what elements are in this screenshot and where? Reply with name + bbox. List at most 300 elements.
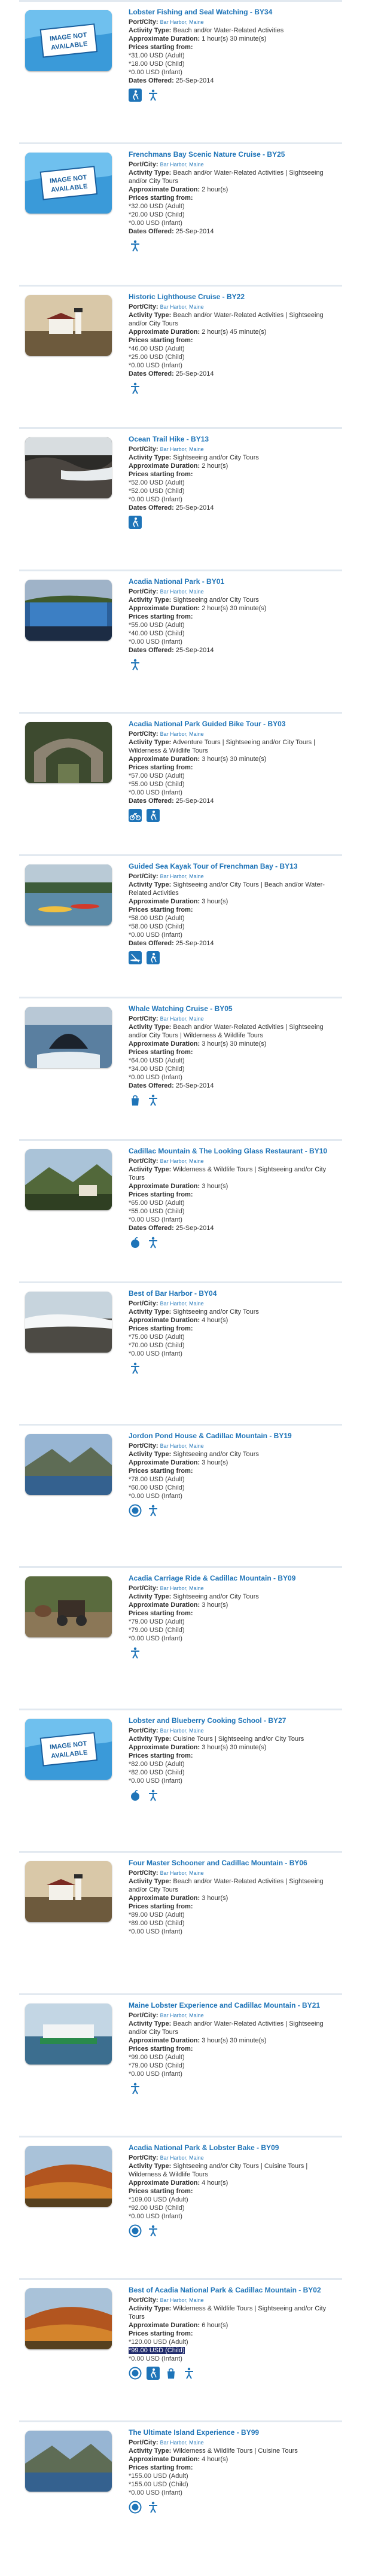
price-value: *0.00 USD (Infant) [129,1350,182,1357]
price-value: *82.00 USD (Adult) [129,1761,185,1768]
excursion-title-link[interactable]: Four Master Schooner and Cadillac Mountain - BY06 [129,1859,307,1867]
port-city [129,730,338,738]
excursion-thumbnail[interactable] [25,153,112,214]
excursion-photo [25,722,112,783]
kayak-icon [129,951,142,964]
prices-heading [129,1752,338,1760]
excursion-photo [25,864,112,925]
excursion-details [129,1289,338,1376]
price-line [129,1056,338,1065]
approximate-duration-label: Approximate Duration: [129,1744,200,1751]
prices-heading-label: Prices starting from: [129,44,193,51]
price-line [129,638,338,646]
approximate-duration-label: Approximate Duration: [129,2456,200,2463]
prices-heading [129,43,338,51]
price-line [129,2338,338,2346]
dates-offered-value: 25-Sep-2014 [175,77,214,84]
activity-type [129,2447,338,2455]
hiking-icon [147,2367,160,2380]
accessibility-icon [182,2367,196,2380]
activity-type [129,26,338,35]
excursion-title-link[interactable]: Frenchmans Bay Scenic Nature Cruise - BY25 [129,150,285,159]
dates-offered [129,504,338,512]
prices-heading-label: Prices starting from: [129,1467,193,1475]
price-line [129,1618,338,1626]
price-line [129,1350,338,1358]
excursion-title-link[interactable]: Acadia National Park Guided Bike Tour - BY03 [129,720,286,728]
price-value: *64.00 USD (Adult) [129,1057,185,1064]
port-city-label: Port/City: [129,2439,158,2446]
price-value: *79.00 USD (Child) [129,1627,185,1634]
excursion-icons [129,951,338,966]
prices-heading-label: Prices starting from: [129,764,193,771]
prices-heading [129,470,338,479]
price-value: *75.00 USD (Adult) [129,1333,185,1341]
excursion-icons [129,1646,338,1661]
dates-offered [129,646,338,654]
activity-type-value: Sightseeing and/or City Tours [173,1451,259,1458]
activity-type-label: Activity Type: [129,1451,172,1458]
price-line [129,780,338,788]
activity-type [129,453,338,462]
excursion-thumbnail[interactable] [25,2146,112,2207]
excursion-thumbnail[interactable] [25,2431,112,2492]
prices-heading [129,2330,338,2338]
excursion-details [129,577,338,672]
port-city-label: Port/City: [129,1300,158,1307]
activity-type-value: Beach and/or Water-Related Activities | Sightseeing and/or City Tours [129,1878,324,1893]
prices-heading-label: Prices starting from: [129,2188,193,2195]
accessibility-icon [147,1236,160,1249]
dates-offered-value: 25-Sep-2014 [175,1225,214,1232]
activity-type [129,2162,338,2179]
approximate-duration-value: 3 hour(s) [202,898,228,905]
excursion-thumbnail[interactable] [25,2003,112,2065]
hiking-icon [147,951,160,964]
price-value: *31.00 USD (Adult) [129,52,185,59]
activity-type [129,1735,338,1743]
price-line [129,361,338,370]
approximate-duration-label: Approximate Duration: [129,186,200,193]
approximate-duration-label: Approximate Duration: [129,605,200,612]
shopping-bag-icon [164,2367,178,2380]
prices-heading [129,2045,338,2053]
excursion-details [129,2143,338,2239]
excursion-details [129,1716,338,1803]
accessibility-icon [129,382,142,395]
price-line [129,621,338,629]
price-line [129,1760,338,1768]
price-value: *70.00 USD (Child) [129,1342,185,1349]
prices-heading-label: Prices starting from: [129,2464,193,2471]
excursion-thumbnail[interactable] [25,2288,112,2349]
excursion-item [19,997,342,1139]
excursion-title-link[interactable]: Acadia National Park & Lobster Bake - BY09 [129,2143,279,2152]
price-value: *0.00 USD (Infant) [129,789,182,796]
excursion-details [129,1574,338,1661]
excursion-thumbnail[interactable] [25,437,112,498]
excursion-thumbnail[interactable] [25,1861,112,1922]
port-city [129,445,338,453]
port-city-value: Bar Harbor, Maine [160,304,204,310]
price-line [129,1065,338,1073]
price-line [129,2480,338,2489]
price-value: *0.00 USD (Infant) [129,220,182,227]
price-line [129,495,338,504]
excursion-icons [129,2501,338,2515]
prices-heading-label: Prices starting from: [129,613,193,620]
dates-offered [129,370,338,378]
price-value: *58.00 USD (Adult) [129,915,185,922]
approximate-duration [129,1458,338,1467]
excursion-details [129,1432,338,1518]
activity-type-value: Wilderness & Wildlife Tours | Sightseeing and/or City Tours [129,1166,327,1182]
port-city-value: Bar Harbor, Maine [160,2297,204,2303]
port-city-value: Bar Harbor, Maine [160,1728,204,1734]
excursion-title-link[interactable]: Historic Lighthouse Cruise - BY22 [129,293,245,301]
activity-level-icon [129,2501,142,2514]
port-city-label: Port/City: [129,1015,158,1022]
excursion-thumbnail[interactable] [25,10,112,71]
dates-offered-value: 25-Sep-2014 [175,647,214,654]
price-value: *78.00 USD (Adult) [129,1476,185,1483]
activity-type-value: Sightseeing and/or City Tours [173,1308,259,1316]
prices-heading-label: Prices starting from: [129,906,193,914]
price-value: *25.00 USD (Child) [129,354,185,361]
prices-heading [129,1190,338,1199]
prices-heading-label: Prices starting from: [129,471,193,478]
price-value: *0.00 USD (Infant) [129,1074,182,1081]
dates-offered-value: 25-Sep-2014 [175,228,214,235]
dates-offered-label: Dates Offered: [129,797,174,805]
price-line [129,1768,338,1777]
excursion-icons [129,382,338,396]
price-line [129,2196,338,2204]
excursion-thumbnail[interactable] [25,1149,112,1210]
activity-type-value: Sightseeing and/or City Tours [173,596,259,604]
price-value: *155.00 USD (Adult) [129,2473,188,2480]
approximate-duration-value: 2 hour(s) 30 minute(s) [202,605,267,612]
activity-type [129,1165,338,1182]
excursion-photo [25,2003,112,2065]
approximate-duration-value: 3 hour(s) [202,1895,228,1902]
price-value: *58.00 USD (Child) [129,923,185,930]
port-city-label: Port/City: [129,1158,158,1165]
excursion-title-link[interactable]: Maine Lobster Experience and Cadillac Mountain - BY21 [129,2001,321,2009]
excursion-title-link[interactable]: Cadillac Mountain & The Looking Glass Restaurant - BY10 [129,1147,328,1155]
port-city-label: Port/City: [129,873,158,880]
excursion-title-link[interactable]: The Ultimate Island Experience - BY99 [129,2428,260,2437]
excursion-item [19,2278,342,2420]
excursion-thumbnail[interactable] [25,1007,112,1068]
price-value: *109.00 USD (Adult) [129,2196,188,2203]
approximate-duration-label: Approximate Duration: [129,756,200,763]
biking-icon [129,809,142,822]
approximate-duration-value: 2 hour(s) 45 minute(s) [202,328,267,336]
price-value: *0.00 USD (Infant) [129,1928,182,1935]
activity-type-value: Sightseeing and/or City Tours | Cuisine Tours | Wilderness & Wildlife Tours [129,2163,308,2178]
excursion-item [19,142,342,285]
dates-offered [129,1082,338,1090]
port-city-label: Port/City: [129,303,158,310]
price-line [129,1911,338,1919]
accessibility-icon [129,1362,142,1375]
price-line [129,60,338,68]
price-line [129,1626,338,1634]
price-line [129,51,338,60]
activity-type-value: Sightseeing and/or City Tours [173,454,259,461]
excursion-icons [129,658,338,672]
excursion-photo [25,2431,112,2492]
price-value: *55.00 USD (Child) [129,1208,185,1215]
activity-type-value: Wilderness & Wildlife Tours | Sightseeing and/or City Tours [129,2305,327,2321]
price-line [129,1475,338,1484]
port-city-value: Bar Harbor, Maine [160,873,204,879]
excursion-title-link[interactable]: Lobster Fishing and Seal Watching - BY34 [129,8,273,16]
activity-type-label: Activity Type: [129,312,172,319]
excursion-photo [25,1719,112,1780]
dates-offered [129,227,338,236]
approximate-duration-value: 3 hour(s) [202,1183,228,1190]
activity-type [129,596,338,604]
prices-heading-label: Prices starting from: [129,194,193,202]
prices-heading [129,194,338,202]
accessibility-icon [129,2082,142,2095]
price-line [129,1634,338,1643]
excursion-icons [129,516,338,530]
price-line [129,353,338,361]
accessibility-icon [129,1646,142,1660]
accessibility-icon [147,1094,160,1107]
excursion-item [19,712,342,854]
price-line [129,2472,338,2480]
price-value: *92.00 USD (Child) [129,2204,185,2212]
approximate-duration-value: 3 hour(s) [202,1601,228,1609]
hiking-icon [129,89,142,102]
dates-offered-label: Dates Offered: [129,647,174,654]
price-value: *0.00 USD (Infant) [129,2355,182,2362]
port-city-value: Bar Harbor, Maine [160,589,204,595]
excursion-details [129,150,338,254]
price-value: *0.00 USD (Infant) [129,2489,182,2496]
accessibility-icon [147,2501,160,2514]
svg-text:AVAILABLE: AVAILABLE [50,182,88,194]
approximate-duration [129,328,338,336]
excursion-photo [25,1007,112,1068]
port-city-value: Bar Harbor, Maine [160,731,204,737]
port-city-value: Bar Harbor, Maine [160,1016,204,1022]
approximate-duration-label: Approximate Duration: [129,2037,200,2044]
excursion-item [19,1139,342,1281]
approximate-duration [129,604,338,613]
port-city [129,2011,338,2020]
price-line [129,2204,338,2212]
excursion-title-link[interactable]: Lobster and Blueberry Cooking School - BY27 [129,1716,286,1725]
excursion-item [19,1281,342,1424]
prices-heading-label: Prices starting from: [129,337,193,344]
excursion-title-link[interactable]: Acadia Carriage Ride & Cadillac Mountain - BY09 [129,1574,296,1582]
prices-heading-label: Prices starting from: [129,1325,193,1332]
prices-heading [129,1609,338,1618]
image-not-available-text: IMAGE NOT [49,31,87,43]
port-city-value: Bar Harbor, Maine [160,1443,204,1449]
prices-heading [129,1467,338,1475]
port-city [129,160,338,169]
price-line [129,2070,338,2078]
price-line [129,487,338,495]
excursion-photo [25,2288,112,2349]
activity-type [129,2304,338,2321]
excursion-item [19,2420,342,2563]
price-value: *0.00 USD (Infant) [129,2070,182,2078]
price-value: *0.00 USD (Infant) [129,496,182,503]
price-value: *79.00 USD (Child) [129,2062,185,2069]
port-city-value: Bar Harbor, Maine [160,1158,204,1164]
price-value: *79.00 USD (Adult) [129,1618,185,1625]
excursion-item [19,1851,342,1993]
activity-type-value: Sightseeing and/or City Tours [173,1593,259,1600]
dates-offered [129,1224,338,1232]
dates-offered [129,939,338,948]
approximate-duration-value: 2 hour(s) [202,186,228,193]
dates-offered-label: Dates Offered: [129,77,174,84]
price-value: *52.00 USD (Child) [129,488,185,495]
prices-heading [129,2187,338,2196]
excursion-details [129,1859,338,1954]
excursion-icons [129,239,338,254]
activity-type [129,2020,338,2036]
port-city-label: Port/City: [129,1442,158,1450]
approximate-duration-value: 2 hour(s) [202,462,228,470]
price-line [129,2355,338,2363]
excursion-thumbnail[interactable] [25,722,112,783]
excursion-icons [129,89,338,103]
excursion-item [19,1424,342,1566]
activity-type [129,1023,338,1040]
price-line [129,1207,338,1216]
excursion-title-link[interactable]: Guided Sea Kayak Tour of Frenchman Bay - BY13 [129,862,298,870]
dates-offered-value: 25-Sep-2014 [175,370,214,377]
activity-type-label: Activity Type: [129,454,172,461]
excursion-photo [25,1576,112,1637]
price-value: *20.00 USD (Child) [129,211,185,218]
approximate-duration-label: Approximate Duration: [129,1459,200,1466]
approximate-duration [129,755,338,763]
excursion-icons [129,2082,338,2096]
food-icon [129,1236,142,1249]
activity-type-label: Activity Type: [129,881,172,888]
excursion-thumbnail[interactable] [25,295,112,356]
activity-type-value: Beach and/or Water-Related Activities | Sightseeing and/or City Tours | Wilderness & Wildlife Tours [129,1024,324,1039]
excursion-item [19,1993,342,2136]
activity-type [129,1877,338,1894]
port-city-value: Bar Harbor, Maine [160,2012,204,2018]
excursion-thumbnail[interactable] [25,1434,112,1495]
approximate-duration-value: 3 hour(s) 30 minute(s) [202,1744,267,1751]
excursion-thumbnail[interactable] [25,864,112,925]
dates-offered-label: Dates Offered: [129,940,174,947]
activity-type-value: Beach and/or Water-Related Activities | Sightseeing and/or City Tours [129,312,324,327]
excursion-thumbnail[interactable] [25,1292,112,1353]
excursion-thumbnail[interactable] [25,1576,112,1637]
approximate-duration-value: 3 hour(s) 30 minute(s) [202,2037,267,2044]
port-city [129,587,338,596]
port-city-label: Port/City: [129,1869,158,1877]
price-line [129,1928,338,1936]
approximate-duration [129,462,338,470]
price-line [129,2346,338,2355]
port-city [129,2154,338,2162]
port-city [129,1299,338,1308]
price-value: *0.00 USD (Infant) [129,1635,182,1642]
prices-heading-label: Prices starting from: [129,1752,193,1759]
price-value: *18.00 USD (Child) [129,60,185,68]
port-city-label: Port/City: [129,1585,158,1592]
accessibility-icon [147,1789,160,1802]
excursion-details [129,1004,338,1108]
activity-type-label: Activity Type: [129,739,172,746]
dates-offered-label: Dates Offered: [129,504,174,511]
price-value: *60.00 USD (Child) [129,1484,185,1491]
excursion-item [19,854,342,997]
excursion-title-link[interactable]: Whale Watching Cruise - BY05 [129,1004,233,1013]
approximate-duration-label: Approximate Duration: [129,1040,200,1048]
image-not-available-text: IMAGE NOT [49,173,87,185]
approximate-duration [129,1040,338,1048]
dates-offered-value: 25-Sep-2014 [175,940,214,947]
excursion-icons [129,809,338,823]
prices-heading-label: Prices starting from: [129,2045,193,2053]
hiking-icon [147,809,160,822]
excursion-title-link[interactable]: Best of Acadia National Park & Cadillac Mountain - BY02 [129,2286,321,2294]
excursion-photo [25,580,112,641]
excursion-thumbnail[interactable] [25,580,112,641]
port-city [129,872,338,881]
activity-type-value: Sightseeing and/or City Tours | Beach and/or Water-Related Activities [129,881,325,897]
approximate-duration-value: 4 hour(s) [202,2456,228,2463]
approximate-duration [129,2455,338,2464]
port-city [129,1727,338,1735]
price-value: *34.00 USD (Child) [129,1065,185,1073]
price-line [129,1199,338,1207]
dates-offered-value: 25-Sep-2014 [175,504,214,511]
port-city [129,18,338,26]
price-value: *89.00 USD (Adult) [129,1911,185,1919]
excursion-title-link[interactable]: Best of Bar Harbor - BY04 [129,1289,217,1298]
port-city [129,2438,338,2447]
port-city-value: Bar Harbor, Maine [160,2440,204,2446]
approximate-duration-label: Approximate Duration: [129,2179,200,2187]
dates-offered-label: Dates Offered: [129,1225,174,1232]
excursion-title-link[interactable]: Acadia National Park - BY01 [129,577,225,586]
excursion-title-link[interactable]: Ocean Trail Hike - BY13 [129,435,209,443]
excursion-thumbnail[interactable] [25,1719,112,1780]
price-line [129,629,338,638]
excursion-icons [129,1236,338,1250]
excursion-details [129,8,338,103]
prices-heading [129,336,338,345]
price-line [129,345,338,353]
excursion-photo [25,295,112,356]
price-value: *0.00 USD (Infant) [129,1216,182,1223]
approximate-duration-label: Approximate Duration: [129,2322,200,2329]
prices-heading-label: Prices starting from: [129,1903,193,1910]
price-line [129,1492,338,1500]
activity-type-label: Activity Type: [129,27,172,34]
image-not-available-text: IMAGE NOT [49,1740,87,1752]
excursion-title-link[interactable]: Jordon Pond House & Cadillac Mountain - BY19 [129,1432,292,1440]
price-value: *46.00 USD (Adult) [129,345,185,352]
